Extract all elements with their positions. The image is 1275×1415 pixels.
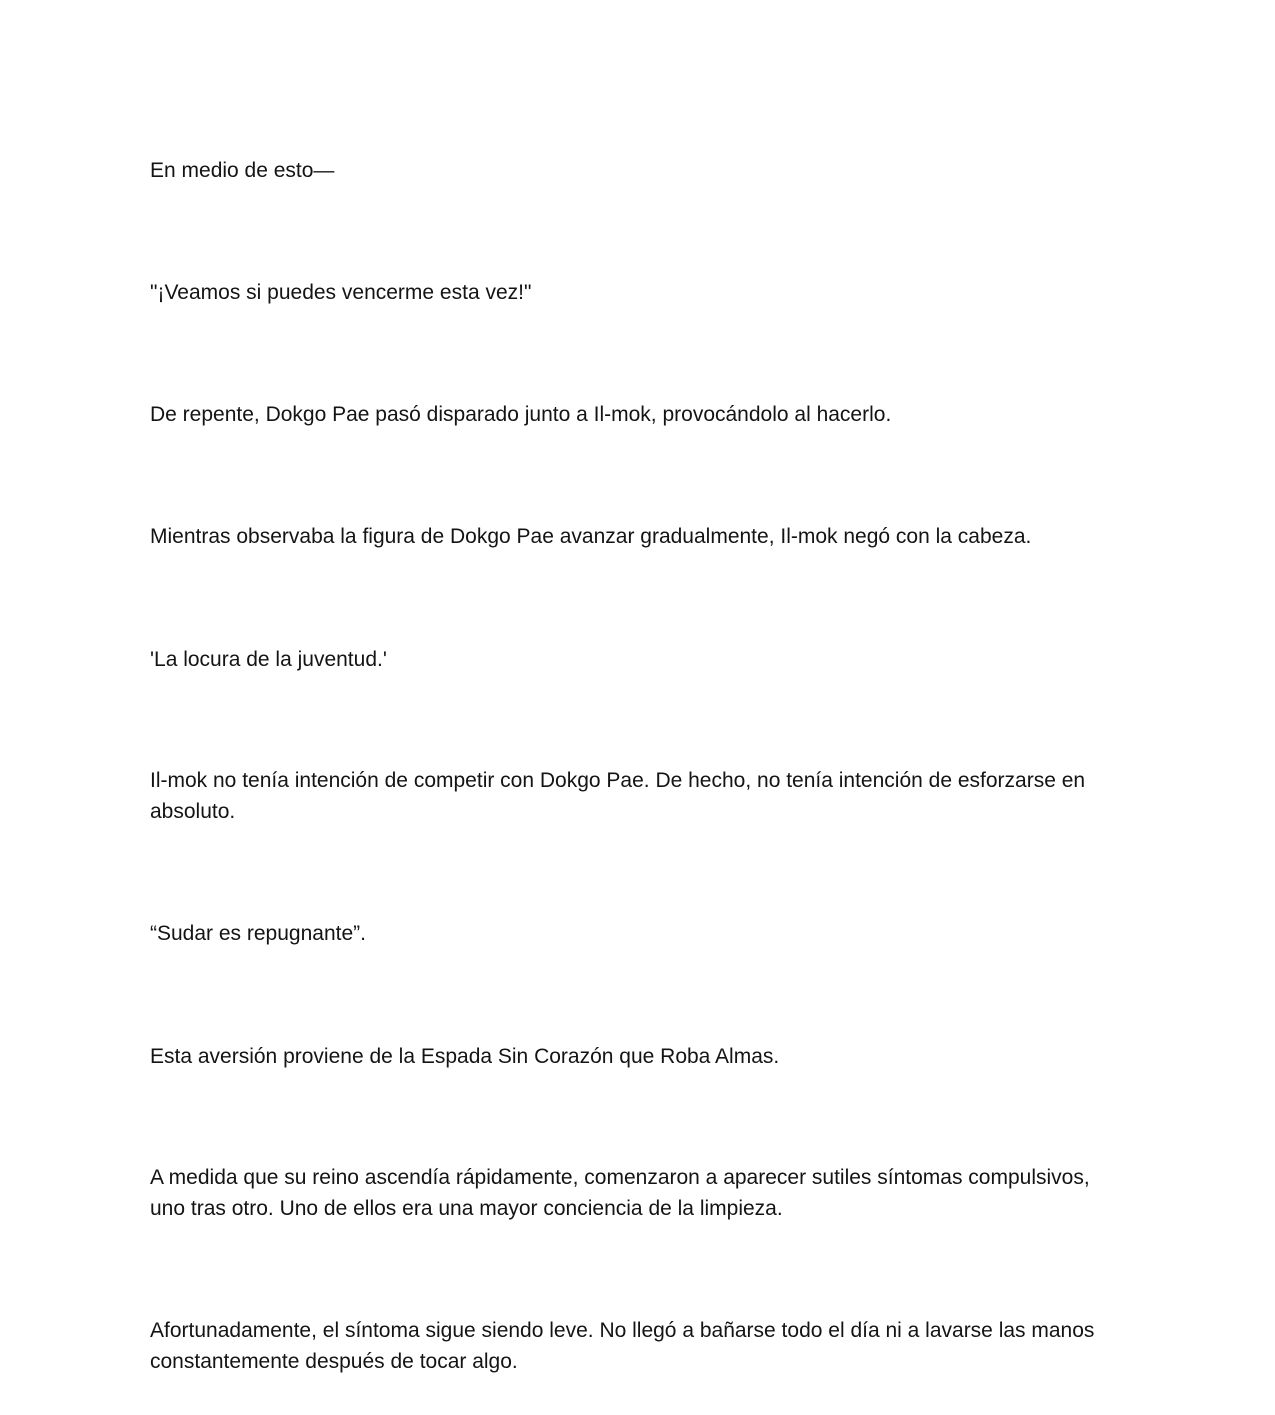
paragraph: De repente, Dokgo Pae pasó disparado junto a Il-mok, provocándolo al hacerlo. xyxy=(150,403,892,426)
paragraph: Afortunadamente, el síntoma sigue siendo leve. No llegó a bañarse todo el día ni a lavarse las manos constantemente después de tocar algo. xyxy=(150,1319,1095,1373)
paragraph: A medida que su reino ascendía rápidamente, comenzaron a aparecer sutiles síntomas compulsivos, uno tras otro. Uno de ellos era una mayor conciencia de la limpieza. xyxy=(150,1166,1090,1220)
paragraph: "¡Veamos si puedes vencerme esta vez!" xyxy=(150,281,532,304)
paragraph: Mientras observaba la figura de Dokgo Pae avanzar gradualmente, Il-mok negó con la cabeza. xyxy=(150,525,1032,548)
paragraph: “Sudar es repugnante”. xyxy=(150,922,366,945)
paragraph: 'La locura de la juventud.' xyxy=(150,648,387,671)
paragraph: Esta aversión proviene de la Espada Sin Corazón que Roba Almas. xyxy=(150,1045,780,1068)
paragraph: En medio de esto— xyxy=(150,159,335,182)
paragraph: Il-mok no tenía intención de competir con Dokgo Pae. De hecho, no tenía intención de esforzarse en absoluto. xyxy=(150,769,1086,823)
